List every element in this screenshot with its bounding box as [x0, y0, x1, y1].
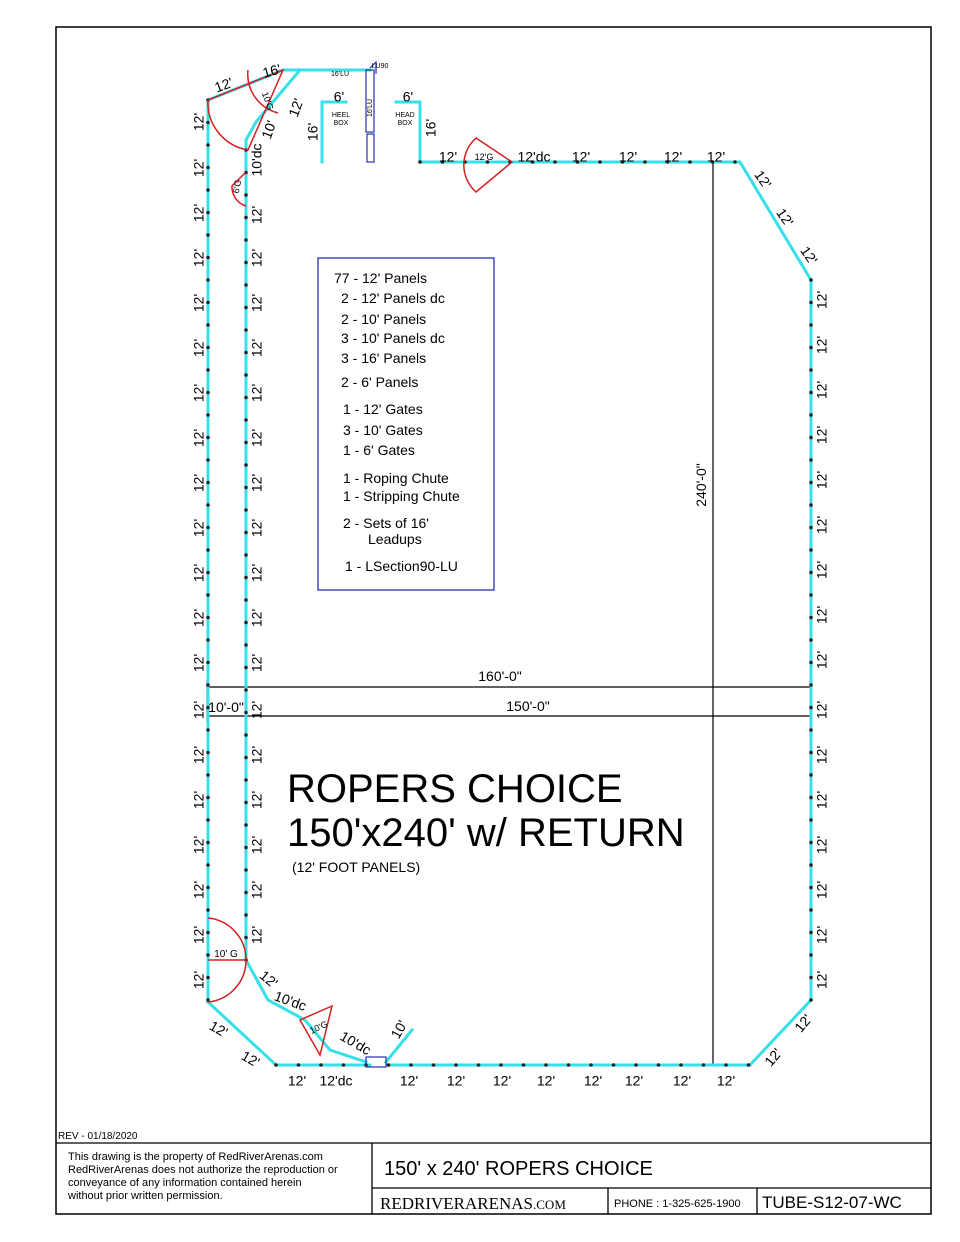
panel-joint-147 [747, 1063, 751, 1067]
panel-joint-9 [206, 301, 210, 305]
panel-joint-135 [477, 1063, 481, 1067]
label-right-10: 12' [813, 745, 830, 765]
label-bl-10: 10' [387, 1017, 411, 1042]
drawing-frame [56, 27, 931, 1214]
arena-panels [208, 70, 811, 1065]
panel-joint-134 [454, 1063, 458, 1067]
label-left-15: 12' [190, 790, 207, 810]
label-bottom-1: 12' [446, 1072, 466, 1089]
panel-joint-105 [809, 886, 813, 890]
label-left-16: 12' [190, 835, 207, 855]
label-right-5: 12' [813, 515, 830, 535]
panel-joint-127 [297, 1063, 301, 1067]
label-right-6: 12' [813, 560, 830, 580]
panel-joint-104 [809, 863, 813, 867]
label-left-6: 12' [190, 383, 207, 403]
panel-joint-145 [702, 1063, 706, 1067]
dimension-lines [207, 162, 811, 1066]
panel-joint-69 [244, 778, 248, 782]
label-return-15: 12' [248, 880, 265, 900]
panel-joint-17 [206, 481, 210, 485]
label-right-14: 12' [813, 925, 830, 945]
panel-joint-35 [206, 886, 210, 890]
label-return-12: 12' [248, 745, 265, 765]
label-left-10: 12' [190, 563, 207, 583]
label-left-19: 12' [190, 970, 207, 990]
label-top-wall-3: 12' [663, 148, 683, 165]
legend-item-10: 1 - Stripping Chute [343, 488, 460, 504]
panel-joint-38 [206, 953, 210, 957]
panel-joint-24 [206, 638, 210, 642]
gate-label-10g-bottom-left: 10' G [214, 949, 238, 960]
panel-joint-81 [809, 346, 813, 350]
panel-labels [191, 61, 830, 1089]
label-bl-10dc-b: 10'dc [337, 1027, 374, 1059]
panel-joint-87 [809, 481, 813, 485]
label-right-1: 12' [813, 335, 830, 355]
panel-joint-1 [206, 121, 210, 125]
panel-joint-15 [206, 436, 210, 440]
panel-joint-18 [206, 503, 210, 507]
label-left-3: 12' [190, 248, 207, 268]
top-wall [420, 102, 811, 280]
length-label: 240'-0" [693, 463, 709, 507]
gate-label-6g: 6'G [230, 178, 244, 195]
label-return-1: 12' [248, 248, 265, 268]
disclaimer-line-3: conveyance of any information contained herein [68, 1177, 302, 1189]
label-bl-10dc-a: 10'dc [272, 987, 309, 1014]
label-right-7: 12' [813, 605, 830, 625]
panel-joint-117 [553, 160, 557, 164]
panel-joint-60 [244, 576, 248, 580]
panel-joint-74 [244, 891, 248, 895]
panel-joint-89 [809, 526, 813, 530]
panel-joint-82 [809, 368, 813, 372]
gate-12g-top [464, 138, 512, 192]
return-width-label: 10'-0" [208, 699, 244, 715]
panel-joint-14 [206, 413, 210, 417]
panel-joint-68 [244, 756, 248, 760]
label-right-11: 12' [813, 790, 830, 810]
panel-joint-28 [206, 728, 210, 732]
label-br-1: 12' [761, 1045, 786, 1070]
legend-item-6: 1 - 12' Gates [343, 401, 423, 417]
panel-joint-45 [244, 238, 248, 242]
label-left-5: 12' [190, 338, 207, 358]
label-tr-0: 12' [751, 167, 775, 192]
panel-joint-46 [244, 261, 248, 265]
panel-joint-12 [206, 368, 210, 372]
label-return-14: 12' [248, 835, 265, 855]
disclaimer-line-2: RedRiverArenas does not authorize the reproduction or [68, 1164, 338, 1176]
panel-joint-85 [809, 436, 813, 440]
panel-joint-58 [244, 531, 248, 535]
panel-joint-56 [244, 486, 248, 490]
label-bottom-3: 12' [536, 1072, 556, 1089]
label-right-0: 12' [813, 290, 830, 310]
panel-joint-136 [499, 1063, 503, 1067]
head-box-label-1: HEAD [395, 112, 415, 119]
label-return-9: 12' [248, 608, 265, 628]
panel-joint-25 [206, 661, 210, 665]
panel-joint-16 [206, 458, 210, 462]
panel-joint-94 [809, 638, 813, 642]
panel-joint-91 [809, 571, 813, 575]
drawing-code: TUBE-S12-07-WC [762, 1193, 902, 1212]
label-left-14: 12' [190, 745, 207, 765]
title-block-title: 150' x 240' ROPERS CHOICE [384, 1158, 653, 1180]
panel-joint-125 [733, 160, 737, 164]
label-right-13: 12' [813, 880, 830, 900]
panel-joint-63 [244, 643, 248, 647]
panel-joint-6 [206, 233, 210, 237]
label-right-2: 12' [813, 380, 830, 400]
label-head-16: 16' [422, 118, 439, 138]
label-return-7: 12' [248, 518, 265, 538]
label-left-0: 12' [190, 112, 207, 132]
panel-joint-39 [206, 976, 210, 980]
label-return-10dc: 10'dc [248, 143, 265, 177]
legend-item-3: 3 - 10' Panels dc [341, 330, 445, 346]
panel-joint-49 [244, 328, 248, 332]
panel-joint-7 [206, 256, 210, 260]
label-return-0: 12' [248, 205, 265, 225]
disclaimer-line-4: without prior written permission. [68, 1190, 223, 1202]
panel-joint-31 [206, 796, 210, 800]
label-bottom-5: 12' [624, 1072, 644, 1089]
panel-joint-26 [206, 683, 210, 687]
panel-joint-23 [206, 616, 210, 620]
panel-joint-32 [206, 818, 210, 822]
disclaimer-line-1: This drawing is the property of RedRiverArenas.com [68, 1151, 323, 1163]
label-bl-0: 12' [206, 1017, 231, 1041]
label-heel-16: 16' [304, 122, 321, 142]
label-left-1: 12' [190, 158, 207, 178]
panel-joint-44 [244, 216, 248, 220]
legend-item-4: 3 - 16' Panels [341, 350, 427, 366]
panel-joint-66 [244, 711, 248, 715]
gate-10g-bottom-left-b [208, 960, 246, 1002]
panel-joint-146 [724, 1063, 728, 1067]
label-top-12-a: 12' [285, 96, 307, 119]
panel-joint-131 [387, 1063, 391, 1067]
label-top-wall-2: 12' [618, 148, 638, 165]
panel-joint-52 [244, 396, 248, 400]
panel-joint-108 [809, 953, 813, 957]
panel-joint-21 [206, 571, 210, 575]
panel-joint-111 [418, 160, 422, 164]
label-top-wall-4: 12' [706, 148, 726, 165]
label-top-wall-1: 12' [571, 148, 591, 165]
brand-logo [380, 1194, 566, 1213]
panel-joint-54 [244, 441, 248, 445]
chute-label-16lu-side: 16'LU [367, 98, 374, 118]
label-right-4: 12' [813, 470, 830, 490]
panel-joint-110 [809, 998, 813, 1002]
panel-joint-132 [409, 1063, 413, 1067]
label-top-wall-dc: 12'dc [517, 148, 551, 165]
head-box-label-2: BOX [397, 120, 413, 127]
panel-joint-51 [244, 373, 248, 377]
label-left-2: 12' [190, 203, 207, 223]
panel-joint-53 [244, 418, 248, 422]
label-left-12: 12' [190, 653, 207, 673]
panel-joint-142 [634, 1063, 638, 1067]
panel-joint-13 [206, 391, 210, 395]
panel-joint-19 [206, 526, 210, 530]
panel-joint-92 [809, 593, 813, 597]
label-left-8: 12' [190, 473, 207, 493]
panel-joint-57 [244, 508, 248, 512]
drawing-subtitle: 150'x240' w/ RETURN [287, 811, 685, 855]
panel-joint-99 [809, 751, 813, 755]
panel-joint-141 [612, 1063, 616, 1067]
legend-item-1: 2 - 12' Panels dc [341, 290, 445, 306]
panel-joint-34 [206, 863, 210, 867]
label-tr-2: 12' [797, 243, 821, 268]
legend-item-7: 3 - 10' Gates [343, 422, 423, 438]
label-right-12: 12' [813, 835, 830, 855]
panel-joint-73 [244, 868, 248, 872]
label-return-4: 12' [248, 383, 265, 403]
panel-joint-137 [522, 1063, 526, 1067]
heel-box-label-1: HEEL [331, 112, 351, 119]
label-top-6-heel: 6' [333, 88, 345, 105]
panel-joint-65 [244, 688, 248, 692]
panel-joint-80 [809, 323, 813, 327]
panel-joint-83 [809, 391, 813, 395]
panel-joint-76 [244, 936, 248, 940]
brand-suffix: .COM [533, 1197, 566, 1212]
panel-joint-29 [206, 751, 210, 755]
panel-joint-5 [206, 211, 210, 215]
label-bottom-4: 12' [583, 1072, 603, 1089]
panel-joint-143 [657, 1063, 661, 1067]
legend-item-8: 1 - 6' Gates [343, 442, 415, 458]
panel-joint-62 [244, 621, 248, 625]
label-right-9: 12' [813, 700, 830, 720]
phone-number: PHONE : 1-325-625-1900 [614, 1198, 741, 1210]
label-return-2: 12' [248, 293, 265, 313]
panel-joint-72 [244, 846, 248, 850]
label-bottom-12: 12' [287, 1072, 307, 1089]
panel-joints [206, 98, 816, 1070]
label-left-7: 12' [190, 428, 207, 448]
panel-joint-90 [809, 548, 813, 552]
panel-joint-11 [206, 346, 210, 350]
panel-joint-67 [244, 733, 248, 737]
label-return-3: 12' [248, 338, 265, 358]
panel-joint-36 [206, 908, 210, 912]
gate-label-10g-top: 10'G [259, 90, 276, 112]
chute-gate [367, 134, 374, 162]
panel-joint-86 [809, 458, 813, 462]
label-bottom-0: 12' [399, 1072, 419, 1089]
label-top-wall-0: 12' [438, 148, 458, 165]
panel-joint-98 [809, 728, 813, 732]
label-left-13: 12' [190, 700, 207, 720]
panel-joint-50 [244, 351, 248, 355]
gate-label-10g-bottom: 10'G [308, 1018, 330, 1036]
panel-joint-78 [809, 278, 813, 282]
panel-joint-75 [244, 913, 248, 917]
panel-joint-119 [598, 160, 602, 164]
legend-item-12: Leadups [368, 531, 422, 547]
label-top-16: 16' [260, 60, 283, 81]
panel-joint-64 [244, 666, 248, 670]
label-bottom-6: 12' [672, 1072, 692, 1089]
drawing-note: (12' FOOT PANELS) [292, 859, 421, 875]
label-left-4: 12' [190, 293, 207, 313]
label-return-5: 12' [248, 428, 265, 448]
panel-joint-2 [206, 143, 210, 147]
panel-joint-138 [544, 1063, 548, 1067]
chute-label-lu90: LU90 [371, 63, 389, 70]
panel-joint-139 [567, 1063, 571, 1067]
label-left-9: 12' [190, 518, 207, 538]
right-wall [750, 280, 811, 1065]
panel-joint-133 [432, 1063, 436, 1067]
label-bl-1: 12' [238, 1047, 263, 1071]
panel-joint-101 [809, 796, 813, 800]
label-right-15: 12' [813, 970, 830, 990]
panel-joint-88 [809, 503, 813, 507]
panel-joint-37 [206, 931, 210, 935]
panel-joint-10 [206, 323, 210, 327]
panel-joint-109 [809, 976, 813, 980]
panel-joint-30 [206, 773, 210, 777]
panel-joint-22 [206, 593, 210, 597]
legend-item-2: 2 - 10' Panels [341, 311, 427, 327]
label-return-10: 10' [258, 118, 280, 141]
panel-joint-3 [206, 166, 210, 170]
label-right-3: 12' [813, 425, 830, 445]
panel-joint-4 [206, 188, 210, 192]
panel-legend [334, 270, 460, 574]
panel-joint-129 [342, 1063, 346, 1067]
label-bl-return-12: 12' [256, 967, 281, 992]
panel-joint-84 [809, 413, 813, 417]
label-left-11: 12' [190, 608, 207, 628]
label-top-12-b: 12' [212, 74, 235, 96]
panel-joint-100 [809, 773, 813, 777]
panel-joint-128 [319, 1063, 323, 1067]
panel-joint-103 [809, 841, 813, 845]
drawing-title: ROPERS CHOICE [287, 767, 623, 811]
panel-joint-96 [809, 683, 813, 687]
panel-joint-126 [274, 1063, 278, 1067]
legend-item-13: 1 - LSection90-LU [345, 558, 458, 574]
label-left-17: 12' [190, 880, 207, 900]
panel-joint-47 [244, 283, 248, 287]
panel-joint-107 [809, 931, 813, 935]
label-bottom-2: 12' [492, 1072, 512, 1089]
legend-item-5: 2 - 6' Panels [341, 374, 419, 390]
panel-joint-33 [206, 841, 210, 845]
panel-joint-140 [589, 1063, 593, 1067]
gate-label-12g: 12'G [474, 152, 494, 162]
label-tr-1: 12' [773, 205, 797, 230]
label-bottom-dc: 12'dc [319, 1072, 353, 1089]
inner-width-label: 150'-0" [506, 698, 550, 714]
panel-joint-70 [244, 801, 248, 805]
label-return-6: 12' [248, 473, 265, 493]
legend-item-0: 77 - 12' Panels [334, 270, 427, 286]
label-return-16: 12' [248, 925, 265, 945]
panel-joint-48 [244, 306, 248, 310]
panel-joint-123 [688, 160, 692, 164]
panel-joint-20 [206, 548, 210, 552]
outer-width-label: 160'-0" [478, 668, 522, 684]
panel-joint-8 [206, 278, 210, 282]
label-return-8: 12' [248, 563, 265, 583]
label-top-6-head: 6' [402, 88, 414, 105]
panel-joint-95 [809, 661, 813, 665]
panel-joint-61 [244, 598, 248, 602]
legend-item-9: 1 - Roping Chute [343, 470, 449, 486]
label-right-8: 12' [813, 650, 830, 670]
panel-joint-43 [244, 193, 248, 197]
panel-joint-102 [809, 818, 813, 822]
panel-joint-97 [809, 706, 813, 710]
brand-main: REDRIVERARENAS [380, 1194, 534, 1213]
heel-box-label-2: BOX [333, 120, 349, 127]
panel-joint-106 [809, 908, 813, 912]
label-br-0: 12' [791, 1011, 816, 1036]
revision-date: REV - 01/18/2020 [58, 1131, 138, 1142]
panel-joint-79 [809, 301, 813, 305]
legend-item-11: 2 - Sets of 16' [343, 515, 429, 531]
panel-joint-55 [244, 463, 248, 467]
label-left-18: 12' [190, 925, 207, 945]
panel-joint-71 [244, 823, 248, 827]
label-return-13: 12' [248, 790, 265, 810]
panel-joint-144 [679, 1063, 683, 1067]
label-bottom-7: 12' [716, 1072, 736, 1089]
chute-label-16lu-top: 16'LU [330, 71, 350, 78]
panel-joint-121 [643, 160, 647, 164]
label-return-11: 12' [248, 700, 265, 720]
label-return-10: 12' [248, 653, 265, 673]
panel-joint-93 [809, 616, 813, 620]
panel-joint-59 [244, 553, 248, 557]
